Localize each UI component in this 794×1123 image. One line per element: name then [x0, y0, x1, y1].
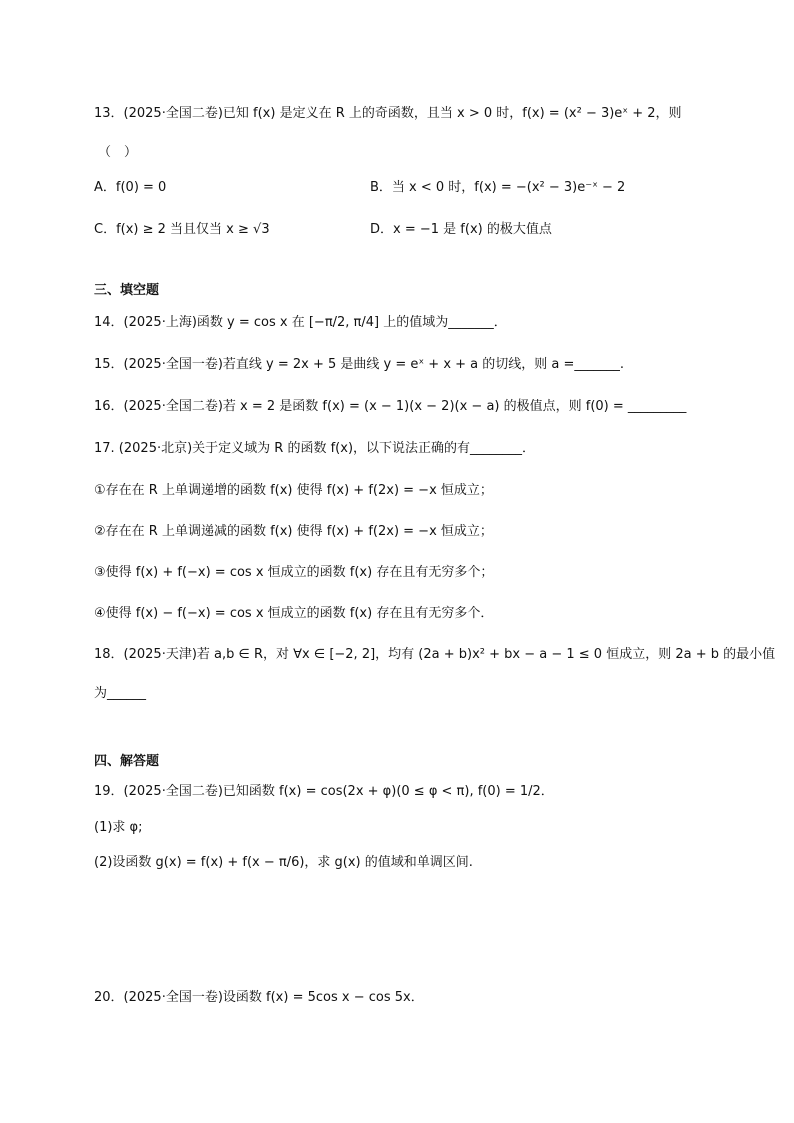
section-fill-in-heading: 三、填空题 [94, 283, 160, 298]
q15: 15．(2025·全国一卷)若直线 y = 2x + 5 是曲线 y = eˣ + x + a 的切线，则 a =_______. [94, 357, 625, 372]
q13-option-d: D．x = −1 是 f(x) 的极大值点 [370, 222, 552, 237]
section-solution-heading: 四、解答题 [94, 754, 160, 769]
q17-statement-4: ④使得 f(x) − f(−x) = cos x 恒成立的函数 f(x) 存在且有无穷多个． [94, 606, 494, 621]
q20-stem: 20．(2025·全国一卷)设函数 f(x) = 5cos x − cos 5x． [94, 990, 424, 1005]
q13-stem: 13．(2025·全国二卷)已知 f(x) 是定义在 R 上的奇函数，且当 x > 0 时，f(x) = (x² − 3)eˣ + 2，则 [94, 106, 682, 121]
q13-answer-paren: （ ） [98, 145, 138, 160]
q19-part-2: (2)设函数 g(x) = f(x) + f(x − π/6)，求 g(x) 的值域和单调区间. [94, 855, 473, 870]
q19-part-1: (1)求 φ; [94, 820, 143, 835]
q17-statement-3: ③使得 f(x) + f(−x) = cos x 恒成立的函数 f(x) 存在且有无穷多个； [94, 565, 494, 580]
q13-option-c: C．f(x) ≥ 2 当且仅当 x ≥ √3 [94, 222, 270, 237]
q13-option-a: A．f(0) = 0 [94, 180, 167, 195]
q14: 14．(2025·上海)函数 y = cos x 在 [−π/2, π/4] 上的值域为_______． [94, 315, 507, 330]
q17-stem: 17. (2025·北京)关于定义域为 R 的函数 f(x)，以下说法正确的有________． [94, 441, 536, 456]
q19-stem: 19．(2025·全国二卷)已知函数 f(x) = cos(2x + φ)(0 ≤ φ < π), f(0) = 1/2． [94, 784, 554, 799]
q17-statement-1: ①存在在 R 上单调递增的函数 f(x) 使得 f(x) + f(2x) = −x 恒成立； [94, 483, 493, 498]
q13-option-b: B．当 x < 0 时，f(x) = −(x² − 3)e⁻ˣ − 2 [370, 180, 626, 195]
q17-statement-2: ②存在在 R 上单调递减的函数 f(x) 使得 f(x) + f(2x) = −x 恒成立； [94, 524, 493, 539]
q18-line-2: 为______ [94, 686, 147, 701]
q16: 16．(2025·全国二卷)若 x = 2 是函数 f(x) = (x − 1)(x − 2)(x − a) 的极值点，则 f(0) = _________ [94, 399, 687, 414]
q18-line-1: 18．(2025·天津)若 a,b ∈ R，对 ∀x ∈ [−2, 2]，均有 (2a + b)x² + bx − a − 1 ≤ 0 恒成立，则 2a + b 的最小值 [94, 647, 776, 662]
